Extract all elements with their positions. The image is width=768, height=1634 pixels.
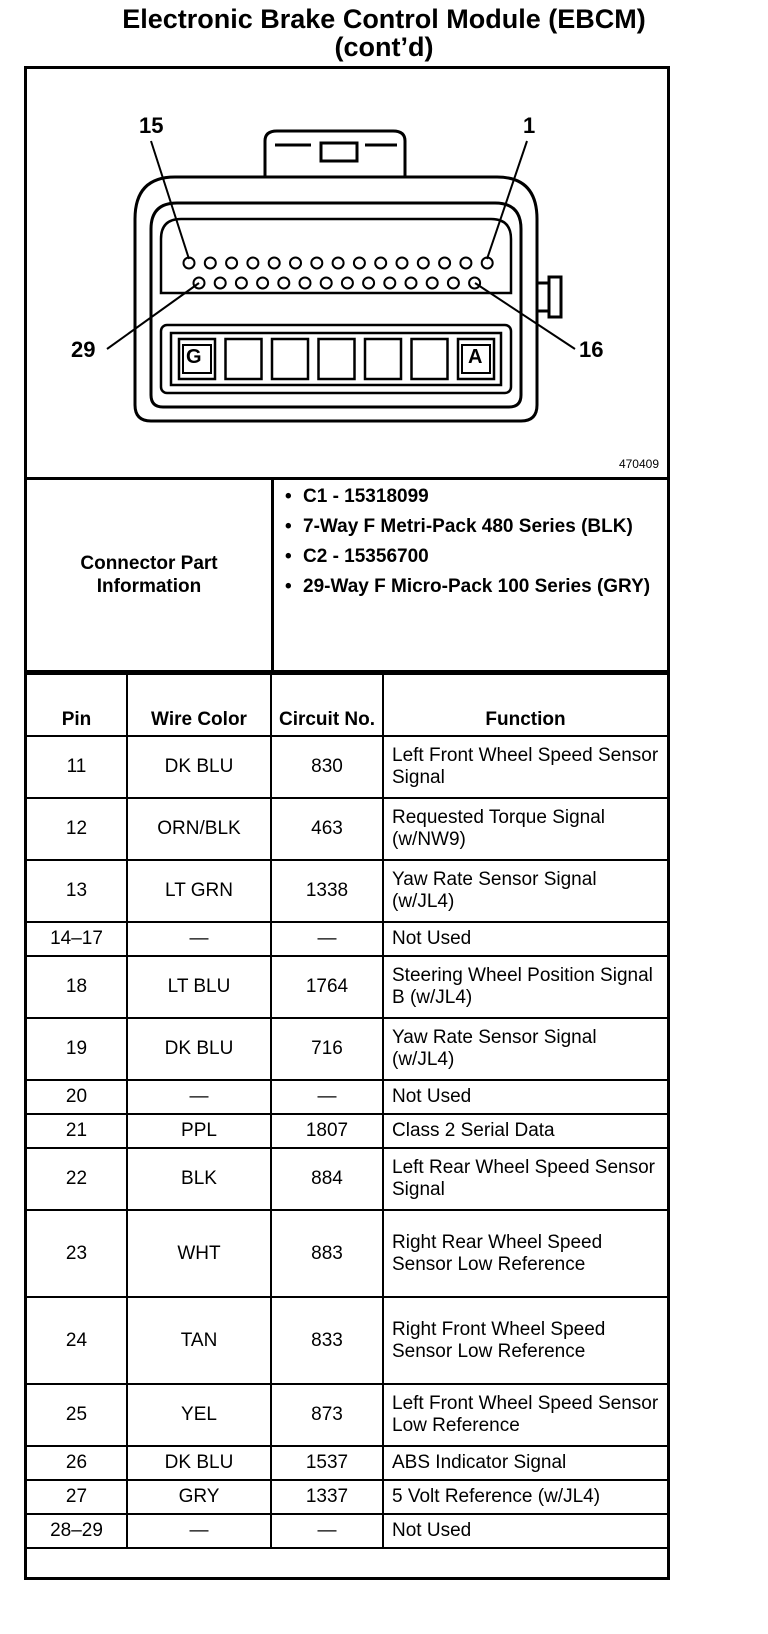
pin-hole <box>257 278 268 289</box>
table-row <box>27 1114 667 1148</box>
pin-hole <box>375 258 386 269</box>
cell-function: Steering Wheel Position Signal B (w/JL4) <box>383 956 667 1018</box>
cell-wire-color: ORN/BLK <box>127 798 271 860</box>
cell-wire-color: DK BLU <box>127 1018 271 1080</box>
connector-info-item: • C2 - 15356700 <box>285 546 665 568</box>
pin-hole <box>321 278 332 289</box>
cell-wire-color: LT BLU <box>127 956 271 1018</box>
connector-diagram <box>27 69 667 480</box>
pin-hole <box>205 258 216 269</box>
cell-function: Not Used <box>383 1080 667 1114</box>
table-row <box>27 1297 667 1384</box>
cell-circuit-no: 883 <box>271 1210 383 1297</box>
table-row <box>27 1018 667 1080</box>
connector-info-list <box>285 486 665 606</box>
cell-pin: 25 <box>27 1384 127 1446</box>
cell-function: Yaw Rate Sensor Signal (w/JL4) <box>383 1018 667 1080</box>
pin-row-1 <box>184 258 493 269</box>
cell-pin: 24 <box>27 1297 127 1384</box>
cell-circuit-no: 873 <box>271 1384 383 1446</box>
pin-hole <box>311 258 322 269</box>
pin-hole <box>300 278 311 289</box>
pin-label-29: 29 <box>71 337 96 362</box>
cell-function: Left Front Wheel Speed Sensor Low Reference <box>383 1384 667 1446</box>
connector-info-item: • C1 - 15318099 <box>285 486 665 508</box>
cavity <box>272 339 308 379</box>
cell-function: Right Rear Wheel Speed Sensor Low Reference <box>383 1210 667 1297</box>
table-row <box>27 1210 667 1297</box>
pin-hole <box>247 258 258 269</box>
cell-circuit-no: — <box>271 922 383 956</box>
cell-pin: 19 <box>27 1018 127 1080</box>
page-title: Electronic Brake Control Module (EBCM) <box>122 4 646 34</box>
cell-wire-color: DK BLU <box>127 1446 271 1480</box>
connector-info-item: • 29-Way F Micro-Pack 100 Series (GRY) <box>285 576 665 598</box>
cell-wire-color: — <box>127 1080 271 1114</box>
cell-pin: 22 <box>27 1148 127 1210</box>
cell-circuit-no: 1338 <box>271 860 383 922</box>
pin-hole <box>215 278 226 289</box>
cell-wire-color: — <box>127 1514 271 1548</box>
cell-wire-color: BLK <box>127 1148 271 1210</box>
header-wire-color: Wire Color <box>127 674 271 736</box>
cell-function: Yaw Rate Sensor Signal (w/JL4) <box>383 860 667 922</box>
cavity <box>319 339 355 379</box>
pin-hole <box>418 258 429 269</box>
cell-circuit-no: 716 <box>271 1018 383 1080</box>
connector-info-label-line1: Connector Part <box>80 553 218 574</box>
pin-hole <box>469 278 480 289</box>
table-row <box>27 1446 667 1480</box>
cell-circuit-no: — <box>271 1080 383 1114</box>
cell-pin: 12 <box>27 798 127 860</box>
document-frame <box>24 66 670 1580</box>
pinout-table <box>27 673 667 1549</box>
pin-hole <box>269 258 280 269</box>
cell-wire-color: YEL <box>127 1384 271 1446</box>
pin-hole <box>290 258 301 269</box>
pin-hole <box>333 258 344 269</box>
cell-function: Not Used <box>383 1514 667 1548</box>
cell-pin: 26 <box>27 1446 127 1480</box>
cell-circuit-no: 463 <box>271 798 383 860</box>
cell-pin: 18 <box>27 956 127 1018</box>
cavity-label-g: G <box>186 346 202 368</box>
cavity <box>412 339 448 379</box>
table-header-row <box>27 674 667 736</box>
cell-circuit-no: 1807 <box>271 1114 383 1148</box>
pin-hole <box>460 258 471 269</box>
cavity <box>226 339 262 379</box>
table-row <box>27 860 667 922</box>
connector-info-label <box>27 480 274 670</box>
cell-wire-color: WHT <box>127 1210 271 1297</box>
pin-hole <box>278 278 289 289</box>
pin-hole <box>397 258 408 269</box>
cell-pin: 21 <box>27 1114 127 1148</box>
table-row <box>27 1480 667 1514</box>
pin-row-2 <box>194 278 481 289</box>
cell-circuit-no: 833 <box>271 1297 383 1384</box>
cell-function: ABS Indicator Signal <box>383 1446 667 1480</box>
cavity-row <box>179 339 494 379</box>
cell-circuit-no: 1337 <box>271 1480 383 1514</box>
connector-drawing <box>27 69 667 477</box>
connector-info-label-line2: Information <box>96 576 202 597</box>
cell-wire-color: GRY <box>127 1480 271 1514</box>
pin-hole <box>226 258 237 269</box>
cell-circuit-no: 884 <box>271 1148 383 1210</box>
figure-number: 470409 <box>618 457 659 471</box>
pin-hole <box>236 278 247 289</box>
pin-hole <box>384 278 395 289</box>
cell-pin: 14–17 <box>27 922 127 956</box>
cell-circuit-no: 830 <box>271 736 383 798</box>
cell-pin: 13 <box>27 860 127 922</box>
cell-function: Right Front Wheel Speed Sensor Low Reference <box>383 1297 667 1384</box>
pin-hole <box>342 278 353 289</box>
pin-hole <box>482 258 493 269</box>
table-row <box>27 798 667 860</box>
cell-pin: 23 <box>27 1210 127 1297</box>
pin-label-1: 1 <box>523 113 536 138</box>
connector-info-section <box>27 480 667 673</box>
cell-pin: 27 <box>27 1480 127 1514</box>
header-circuit-no: Circuit No. <box>271 674 383 736</box>
table-row <box>27 1080 667 1114</box>
cell-circuit-no: 1537 <box>271 1446 383 1480</box>
pin-hole <box>439 258 450 269</box>
cell-wire-color: TAN <box>127 1297 271 1384</box>
header-pin: Pin <box>27 674 127 736</box>
table-row <box>27 736 667 798</box>
pin-hole <box>406 278 417 289</box>
pin-hole <box>427 278 438 289</box>
cell-pin: 20 <box>27 1080 127 1114</box>
pin-hole <box>354 258 365 269</box>
cell-function: 5 Volt Reference (w/JL4) <box>383 1480 667 1514</box>
cell-pin: 28–29 <box>27 1514 127 1548</box>
cell-function: Left Rear Wheel Speed Sensor Signal <box>383 1148 667 1210</box>
cell-circuit-no: — <box>271 1514 383 1548</box>
table-row <box>27 1384 667 1446</box>
table-row <box>27 922 667 956</box>
cell-function: Requested Torque Signal (w/NW9) <box>383 798 667 860</box>
pin-hole <box>184 258 195 269</box>
cell-function: Not Used <box>383 922 667 956</box>
cell-function: Left Front Wheel Speed Sensor Signal <box>383 736 667 798</box>
cell-pin: 11 <box>27 736 127 798</box>
table-row <box>27 1514 667 1548</box>
pin-hole <box>448 278 459 289</box>
pin-label-15: 15 <box>139 113 164 138</box>
cavity <box>365 339 401 379</box>
cell-wire-color: — <box>127 922 271 956</box>
pin-hole <box>363 278 374 289</box>
page-subtitle: (cont’d) <box>334 32 434 62</box>
cell-circuit-no: 1764 <box>271 956 383 1018</box>
cell-wire-color: LT GRN <box>127 860 271 922</box>
connector-info-item: • 7-Way F Metri-Pack 480 Series (BLK) <box>285 516 665 538</box>
cell-function: Class 2 Serial Data <box>383 1114 667 1148</box>
cavity-label-a: A <box>468 346 483 368</box>
cell-wire-color: PPL <box>127 1114 271 1148</box>
header-function: Function <box>383 674 667 736</box>
pin-label-16: 16 <box>579 337 604 362</box>
table-row <box>27 1148 667 1210</box>
cell-wire-color: DK BLU <box>127 736 271 798</box>
table-row <box>27 956 667 1018</box>
